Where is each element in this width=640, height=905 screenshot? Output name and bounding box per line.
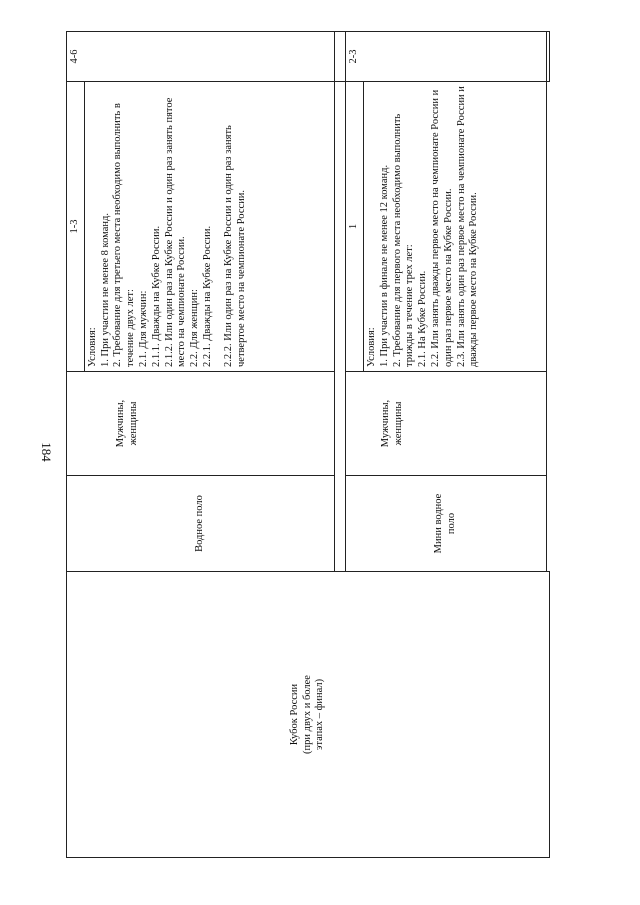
places-value: 1 [348, 223, 360, 230]
conditions-cell [346, 82, 547, 372]
places-value: 1-3 [69, 219, 80, 234]
document-table-area [66, 32, 550, 858]
rotated-table-container [66, 32, 550, 858]
discipline-cell [67, 476, 335, 572]
condition-line: 2.1.2. Или один раз на Кубке России и один раз занять пятое место на чемпионате России. [163, 97, 188, 367]
condition-line: 2.1. Для мужчин: [137, 290, 149, 367]
gender-cell [346, 372, 547, 476]
condition-line: Условия: [366, 327, 378, 367]
condition-line: 2.2. Или занять дважды первое место на чемпионате России и один раз первое место на Кубке России. [430, 89, 454, 367]
places-header [67, 82, 85, 371]
condition-line: 2. Требование для первого места необходимо выполнить трижды в течение трех лет: [391, 113, 416, 367]
row-separator-right [335, 32, 346, 82]
condition-line: 2.1. На Кубке России. [417, 270, 429, 367]
quantity-cell [67, 32, 335, 82]
quantity-value: 4-6 [69, 49, 80, 64]
gender-line: женщины [393, 401, 405, 446]
quantity-value: 2-3 [348, 49, 360, 64]
discipline-label: Мини водное [433, 493, 445, 554]
condition-line: 2.3. Или занять один раз первое место на чемпионате России и дважды первое место на Кубке России. [455, 86, 480, 367]
requirements-table [66, 31, 550, 858]
gender-line: Мужчины, [115, 399, 126, 448]
condition-line: 2.2. Для женщин: [189, 289, 201, 367]
competition-name-cell [67, 572, 550, 858]
page-number: 184 [39, 442, 54, 462]
table-row-water-polo [67, 32, 335, 858]
competition-name-line: Кубок России [288, 683, 300, 746]
conditions-cell [67, 82, 335, 372]
table-filler [547, 82, 550, 572]
competition-name-line: этапах – финал) [314, 678, 326, 751]
quantity-cell [346, 32, 547, 82]
discipline-cell [346, 476, 547, 572]
conditions-text [85, 82, 251, 371]
condition-line: 2.2.2. Или один раз на Кубке России и один раз занять четвертое место на чемпионате России. [222, 125, 247, 367]
gender-line: женщины [127, 401, 139, 446]
table-filler-right [547, 32, 550, 82]
discipline-label: поло [446, 512, 458, 535]
condition-line: 2.2.1. Дважды на Кубке России. [201, 225, 213, 367]
places-header [346, 82, 364, 371]
row-separator [335, 82, 346, 572]
condition-line: Условия: [86, 327, 98, 367]
discipline-label: Водное поло [194, 495, 206, 552]
condition-line: 2.1.1. Дважды на Кубке России. [150, 225, 162, 367]
condition-line: 2. Требование для третьего места необходимо выполнить в течение двух лет: [112, 103, 137, 367]
conditions-text [364, 82, 483, 371]
competition-name-line: (при двух и более [301, 675, 313, 754]
gender-line: Мужчины, [380, 399, 392, 448]
condition-line: 1. При участии в финале не менее 12 команд. [378, 164, 390, 367]
condition-line: 1. При участии не менее 8 команд. [99, 213, 111, 367]
gender-cell [67, 372, 335, 476]
